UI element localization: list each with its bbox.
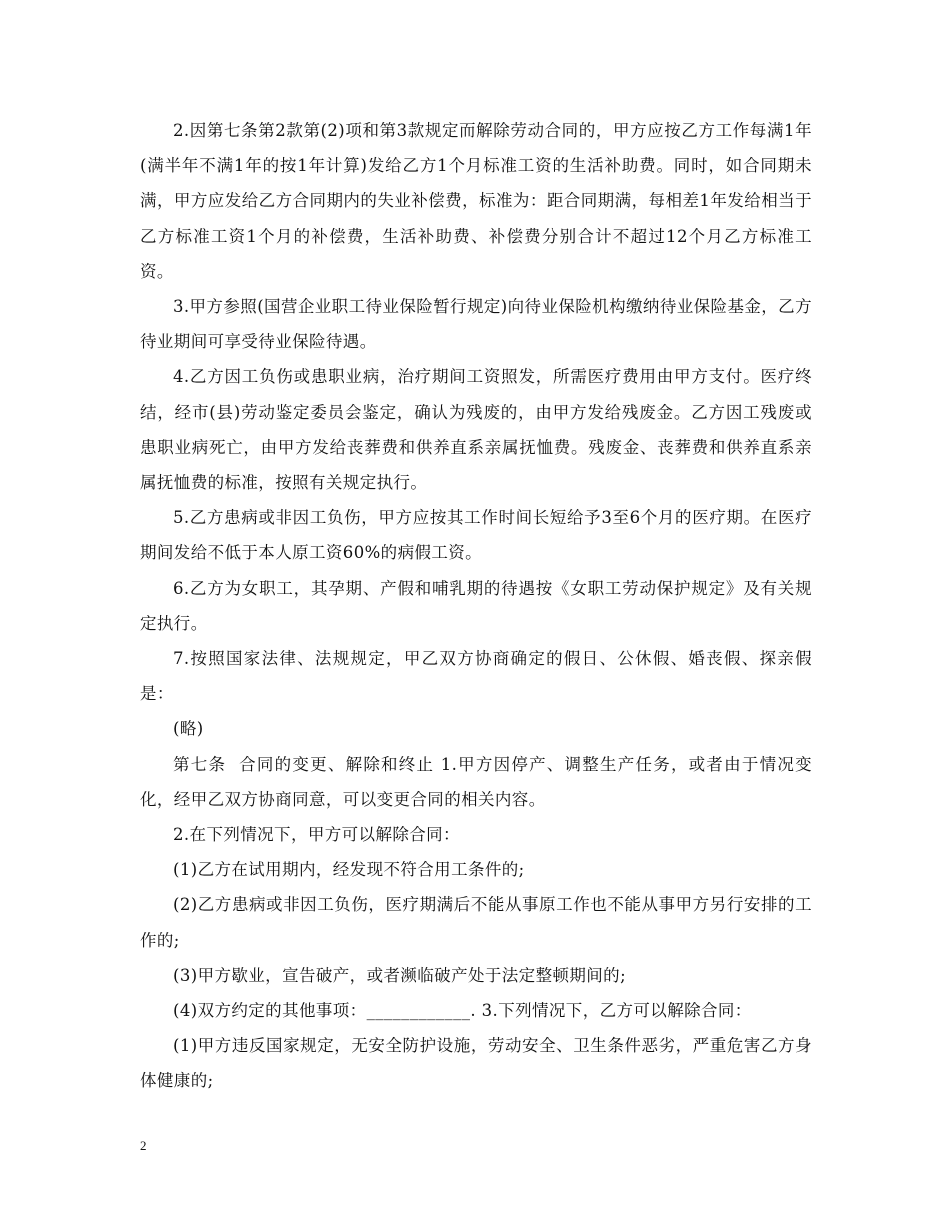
paragraph-clause-2-subsidy: 2.因第七条第2款第(2)项和第3款规定而解除劳动合同的，甲方应按乙方工作每满1年(满半年不满1年的按1年计算)发给乙方1个月标准工资的生活补助费。同时，如合同期未满，甲方应发给乙方合同期内的失业补偿费，标准为：距合同期满，每相差1年发给相当于乙方标准工资1个月的补偿费，生活补助费、补偿费分别合计不超过12个月乙方标准工资。 xyxy=(140,121,812,281)
paragraph-clause-5-medical-period: 5.乙方患病或非因工负伤，甲方应按其工作时间长短给予3至6个月的医疗期。在医疗期间发给不低于本人原工资60%的病假工资。 xyxy=(140,508,812,563)
paragraph-clause-4-work-injury: 4.乙方因工负伤或患职业病，治疗期间工资照发，所需医疗费用由甲方支付。医疗终结，经市(县)劳动鉴定委员会鉴定，确认为残废的，由甲方发给残废金。乙方因工残废或患职业病死亡，由甲方发给丧葬费和供养直系亲属抚恤费。残废金、丧葬费和供养直系亲属抚恤费的标准，按照有关规定执行。 xyxy=(140,367,812,493)
paragraph-item-2-illness: (2)乙方患病或非因工负伤，医疗期满后不能从事原工作也不能从事甲方另行安排的工作的; xyxy=(140,895,812,950)
paragraph-clause-7-holidays: 7.按照国家法律、法规规定，甲乙双方协商确定的假日、公休假、婚丧假、探亲假是： xyxy=(140,649,812,704)
paragraph-item-4-other-matters: (4)双方约定的其他事项：____________. 3.下列情况下，乙方可以解除合同： xyxy=(173,1001,752,1021)
paragraph-omitted: (略) xyxy=(173,719,204,739)
paragraph-employee-item-1-safety: (1)甲方违反国家规定，无安全防护设施，劳动安全、卫生条件恶劣，严重危害乙方身体健康的; xyxy=(140,1036,812,1091)
paragraph-item-1-probation: (1)乙方在试用期内，经发现不符合用工条件的; xyxy=(173,860,525,880)
paragraph-employer-termination: 2.在下列情况下，甲方可以解除合同： xyxy=(173,825,460,845)
paragraph-clause-3-unemployment-insurance: 3.甲方参照(国营企业职工待业保险暂行规定)向待业保险机构缴纳待业保险基金，乙方待业期间可享受待业保险待遇。 xyxy=(140,297,812,352)
document-body xyxy=(140,113,812,1099)
paragraph-item-3-bankruptcy: (3)甲方歇业，宣告破产，或者濒临破产处于法定整顿期间的; xyxy=(173,965,627,985)
paragraph-article-7-heading: 第七条 合同的变更、解除和终止 1.甲方因停产、调整生产任务，或者由于情况变化，经甲乙双方协商同意，可以变更合同的相关内容。 xyxy=(140,754,812,809)
paragraph-clause-6-female-workers: 6.乙方为女职工，其孕期、产假和哺乳期的待遇按《女职工劳动保护规定》及有关规定执行。 xyxy=(140,578,812,633)
page-number: 2 xyxy=(140,1138,147,1153)
